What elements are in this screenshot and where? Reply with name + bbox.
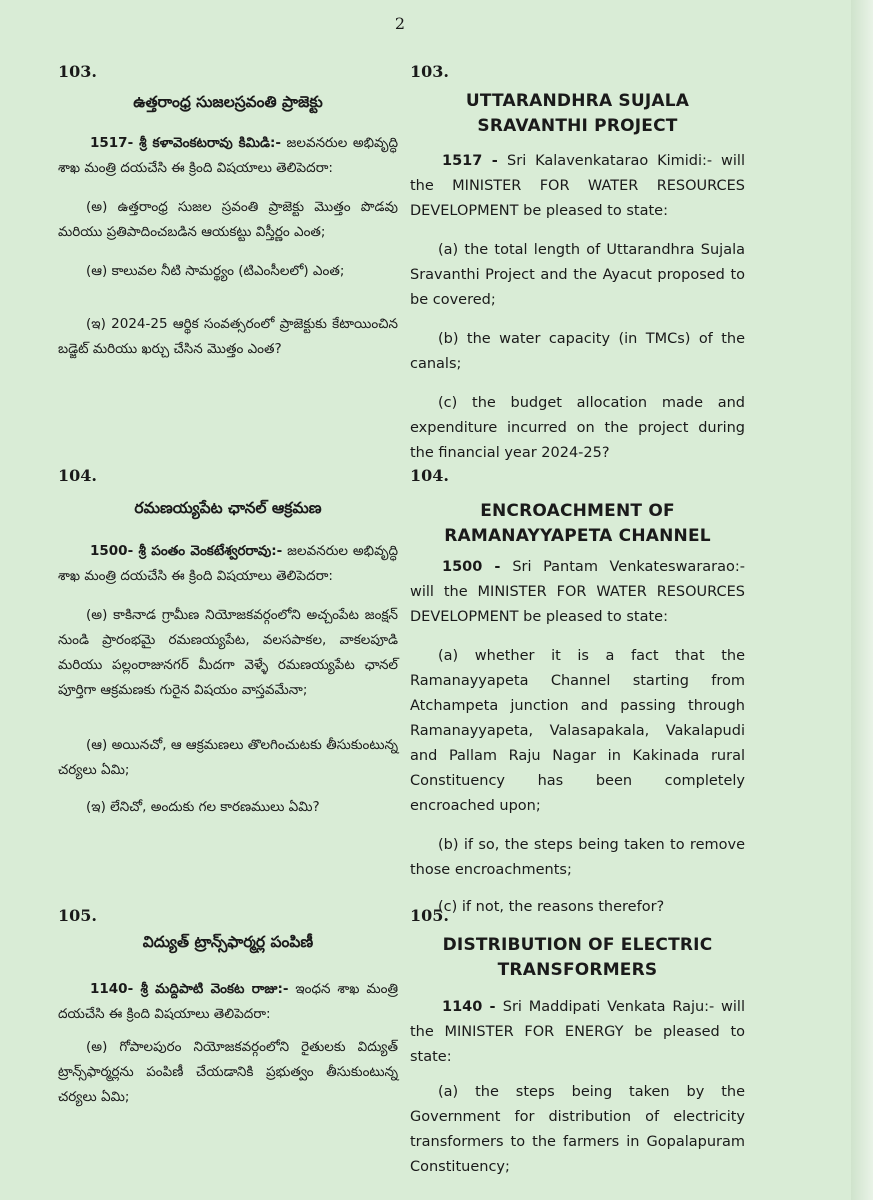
sub-question-a: (a) the steps being taken by the Government for distribution of electricity transformers to the farmers in Gopalapuram Constituency;	[410, 1084, 745, 1175]
question-intro	[410, 555, 745, 630]
sub-question-c: (ఇ) లేనిచో, అందుకు గల కారణములు ఏమి?	[86, 799, 320, 815]
question-title: ఉత్తరాంధ్ర సుజలస్రవంతి ప్రాజెక్టు	[133, 93, 323, 111]
member-name: Sri Kalavenkatarao Kimidi:- will the	[410, 153, 745, 194]
question-number: 105.	[410, 906, 449, 925]
question-intro	[58, 977, 398, 1027]
question-intro	[410, 149, 745, 224]
page-number: 2	[394, 14, 406, 33]
member-number: 1500 -	[442, 559, 513, 575]
sub-question-b: (ఆ) అయినచో, ఆ ఆక్రమణలు తొలగించుటకు తీసుకుంటున్న చర్యలు ఏమి;	[58, 737, 398, 778]
question-number: 103.	[58, 62, 97, 81]
page-edge	[851, 0, 873, 1200]
member-name: Sri Pantam Venkateswararao:- will the	[410, 559, 745, 600]
telugu-question-105	[58, 906, 398, 1110]
sub-question-a: (అ) ఉత్తరాంధ్ర సుజల స్రవంతి ప్రాజెక్టు మొత్తం పొడవు మరియు ప్రతిపాదించబడిన ఆయకట్టు విస్తీర్ణం ఎంత;	[58, 199, 398, 240]
question-intro	[58, 539, 398, 589]
question-number: 105.	[58, 906, 97, 925]
english-question-103	[410, 62, 745, 466]
question-title: విద్యుత్ ట్రాన్స్‌ఫార్మర్ల పంపిణీ	[142, 933, 314, 951]
member-number: 1140 -	[442, 999, 503, 1015]
question-title: ENCROACHMENT OF RAMANAYYAPETA CHANNEL	[444, 501, 711, 546]
member-name: Sri Maddipati Venkata Raju:- will the	[410, 999, 745, 1040]
sub-question-a: (అ) కాకినాడ గ్రామీణ నియోజకవర్గంలోని అచ్చంపేట జంక్షన్ నుండి ప్రారంభమై రమణయ్యపేట, వలసపాకల, వాకలపూడి మరియు పల్లంరాజునగర్ మీదగా వెళ్ళే రమణయ్యపేట ఛానల్ పూర్తిగా ఆక్రమణకు గురైన విషయం వాస్తవమేనా;	[58, 607, 398, 698]
telugu-question-103	[58, 62, 398, 362]
member-number: 1517 -	[442, 153, 508, 169]
telugu-question-104	[58, 466, 398, 820]
member-name: 1517- శ్రీ కళావెంకటరావు కిమిడి:-	[90, 135, 281, 151]
question-intro	[58, 131, 398, 181]
sub-question-c: (c) the budget allocation made and expenditure incurred on the project during the financial year 2024-25?	[410, 395, 745, 461]
minister-text: MINISTER FOR WATER RESOURCES DEVELOPMENT be pleased to state:	[410, 584, 746, 625]
sub-question-a: (అ) గోపాలపురం నియోజకవర్గంలోని రైతులకు విద్యుత్ ట్రాన్స్‌ఫార్మర్లను పంపిణీ చేయడానికి ప్రభుత్వం తీసుకుంటున్న చర్యలు ఏమి;	[58, 1039, 398, 1105]
sub-question-a: (a) whether it is a fact that the Ramanayyapeta Channel starting from Atchampeta junction and passing through Ramanayyapeta, Valasapakala, Vakalapudi and Pallam Raju Nagar in Kakinada rural Constituency has been completely encroached upon;	[410, 648, 745, 814]
english-question-105	[410, 906, 745, 1180]
sub-question-b: (ఆ) కాలువల నీటి సామర్థ్యం (టిఎంసీలలో) ఎంత;	[86, 263, 345, 279]
sub-question-b: (b) if so, the steps being taken to remove those encroachments;	[410, 837, 745, 878]
sub-question-c: (ఇ) 2024-25 ఆర్థిక సంవత్సరంలో ప్రాజెక్టుకు కేటాయించిన బడ్జెట్ మరియు ఖర్చు చేసిన మొత్తం ఎంత?	[58, 316, 398, 357]
question-number: 104.	[410, 466, 449, 485]
question-intro	[410, 995, 745, 1070]
english-question-104	[410, 466, 745, 920]
sub-question-c: (c) if not, the reasons therefor?	[438, 899, 665, 915]
intro-text: జలవనరుల అభివృద్ధి శాఖ మంత్రి దయచేసి ఈ క్రింది విషయాలు తెలిపెదరా:	[58, 135, 398, 176]
minister-text: MINISTER FOR WATER RESOURCES DEVELOPMENT be pleased to state:	[410, 178, 745, 219]
intro-text: ఇంధన శాఖ మంత్రి దయచేసి ఈ క్రింది విషయాలు తెలిపెదరా:	[58, 981, 399, 1022]
sub-question-a: (a) the total length of Uttarandhra Sujala Sravanthi Project and the Ayacut proposed to be covered;	[410, 242, 745, 308]
sub-question-b: (b) the water capacity (in TMCs) of the canals;	[410, 331, 745, 372]
question-title: DISTRIBUTION OF ELECTRIC TRANSFORMERS	[442, 935, 713, 980]
question-number: 104.	[58, 466, 97, 485]
minister-text: MINISTER FOR ENERGY be pleased to state:	[410, 1024, 746, 1065]
question-title: రమణయ్యపేట ఛానల్ ఆక్రమణ	[134, 499, 322, 517]
intro-text: జలవనరుల అభివృద్ధి శాఖ మంత్రి దయచేసి ఈ క్రింది విషయాలు తెలిపెదరా:	[58, 543, 398, 584]
member-name: 1500- శ్రీ పంతం వెంకటేశ్వరరావు:-	[90, 543, 283, 559]
question-number: 103.	[410, 62, 449, 81]
question-title: UTTARANDHRA SUJALA SRAVANTHI PROJECT	[465, 91, 690, 136]
member-name: 1140- శ్రీ మద్దిపాటి వెంకట రాజు:-	[90, 981, 289, 997]
